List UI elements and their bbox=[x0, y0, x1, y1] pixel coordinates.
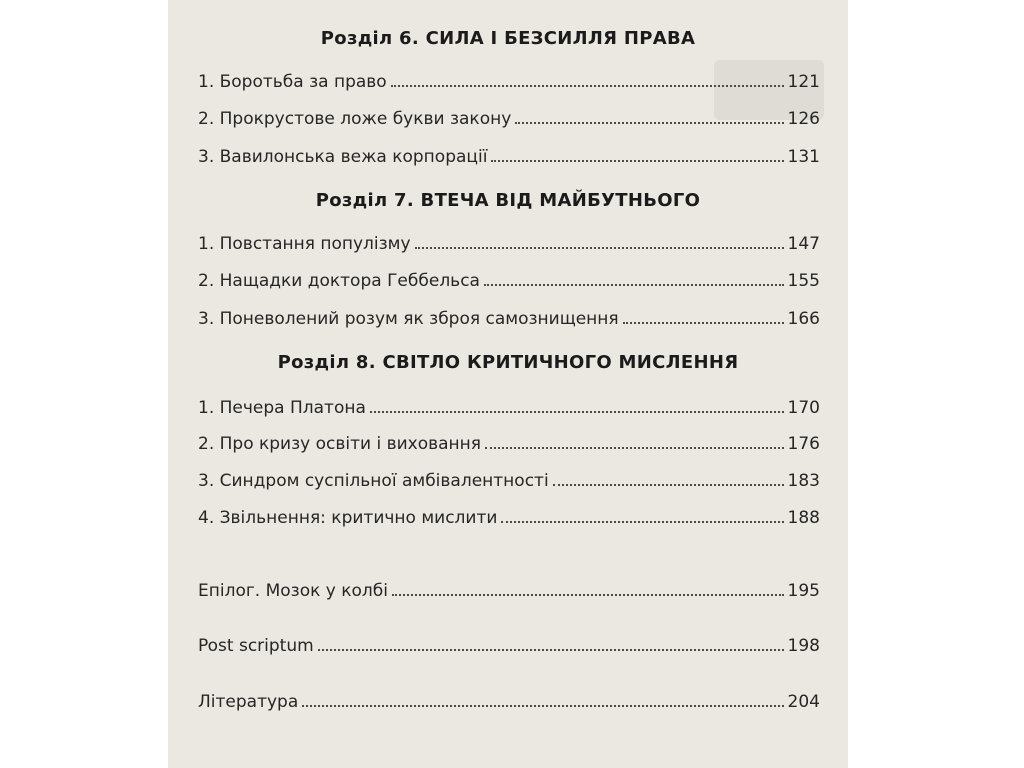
entry-page-number: 166 bbox=[787, 309, 820, 329]
toc-entry bbox=[198, 394, 820, 418]
entry-page-number: 198 bbox=[787, 636, 820, 656]
toc-entry-literature bbox=[198, 688, 820, 712]
entry-title: 1. Боротьба за право bbox=[198, 72, 387, 92]
dot-leader bbox=[318, 649, 784, 651]
toc-entry bbox=[198, 143, 820, 167]
entry-title: 3. Вавилонська вежа корпорації bbox=[198, 147, 488, 167]
dot-leader bbox=[553, 484, 784, 486]
dot-leader bbox=[392, 594, 784, 596]
entry-title: Post scriptum bbox=[198, 636, 314, 656]
entry-page-number: 131 bbox=[787, 147, 820, 167]
toc-entry bbox=[198, 467, 820, 491]
entry-title: 2. Нащадки доктора Геббельса bbox=[198, 271, 480, 291]
toc-entry bbox=[198, 267, 820, 291]
entry-title: 3. Синдром суспільної амбівалентності bbox=[198, 471, 549, 491]
entry-title: 3. Поневолений розум як зброя самознищення bbox=[198, 309, 619, 329]
dot-leader bbox=[491, 160, 783, 162]
entry-title: 1. Печера Платона bbox=[198, 398, 366, 418]
toc-entry bbox=[198, 105, 820, 129]
entry-page-number: 176 bbox=[787, 434, 820, 454]
dot-leader bbox=[485, 447, 784, 449]
dot-leader bbox=[391, 85, 784, 87]
toc-entry-epilogue bbox=[198, 577, 820, 601]
dot-leader bbox=[302, 705, 783, 707]
dot-leader bbox=[484, 284, 784, 286]
entry-page-number: 183 bbox=[787, 471, 820, 491]
entry-page-number: 170 bbox=[787, 398, 820, 418]
entry-page-number: 155 bbox=[787, 271, 820, 291]
entry-page-number: 147 bbox=[787, 234, 820, 254]
dot-leader bbox=[370, 411, 784, 413]
dot-leader bbox=[515, 122, 783, 124]
toc-entry-post-scriptum bbox=[198, 632, 820, 656]
entry-page-number: 195 bbox=[787, 581, 820, 601]
entry-page-number: 188 bbox=[787, 508, 820, 528]
entry-title: 2. Про кризу освіти і виховання bbox=[198, 434, 482, 454]
dot-leader bbox=[415, 247, 784, 249]
toc-entry bbox=[198, 68, 820, 92]
section-7-heading: Розділ 7. ВТЕЧА ВІД МАЙБУТНЬОГО bbox=[315, 190, 701, 211]
toc-entry bbox=[198, 305, 820, 329]
toc-entry bbox=[198, 504, 820, 528]
entry-title: Епілог. Мозок у колбі bbox=[198, 581, 388, 601]
entry-title: Література bbox=[198, 692, 299, 712]
toc-entry bbox=[198, 230, 820, 254]
entry-page-number: 121 bbox=[787, 72, 820, 92]
dot-leader bbox=[501, 521, 783, 523]
entry-page-number: 126 bbox=[787, 109, 820, 129]
toc-entry bbox=[198, 430, 820, 454]
entry-page-number: 204 bbox=[787, 692, 820, 712]
section-6-heading: Розділ 6. СИЛА І БЕЗСИЛЛЯ ПРАВА bbox=[320, 28, 696, 49]
dot-leader bbox=[623, 322, 784, 324]
section-8-heading: Розділ 8. СВІТЛО КРИТИЧНОГО МИСЛЕННЯ bbox=[277, 352, 739, 373]
entry-title: 1. Повстання популізму bbox=[198, 234, 411, 254]
book-page bbox=[168, 0, 848, 768]
entry-title: 4. Звільнення: критично мислити bbox=[198, 508, 498, 528]
entry-title: 2. Прокрустове ложе букви закону bbox=[198, 109, 512, 129]
